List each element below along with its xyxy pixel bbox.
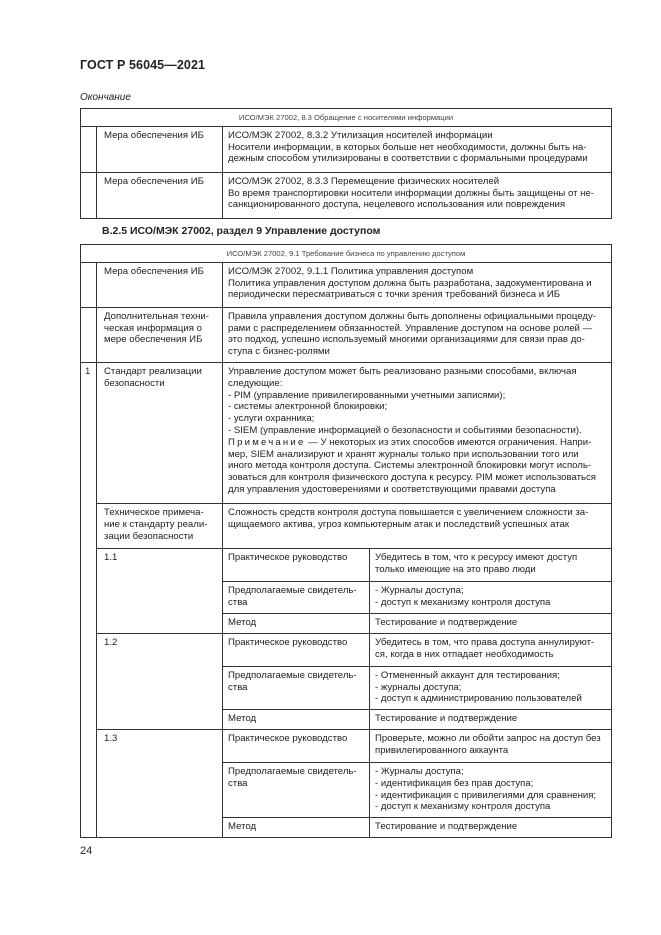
method-label: Метод <box>223 710 370 730</box>
table-media-handling <box>80 108 612 219</box>
guidance-text: Убедитесь в том, что к ресурсу имеют доступ только имеющие на это право люди <box>370 548 612 581</box>
subitem-id: 1.1 <box>97 548 223 633</box>
evidence-text: - Отмененный аккаунт для тестирования; - журналы доступа; - доступ к администрированию пользователей <box>370 666 612 709</box>
table-row <box>81 126 612 172</box>
row-label: Мера обеспечения ИБ <box>97 172 223 218</box>
table-row <box>81 729 612 762</box>
document-header: ГОСТ Р 56045—2021 <box>80 58 206 72</box>
page-number: 24 <box>80 845 93 857</box>
guidance-text: Проверьте, можно ли обойти запрос на доступ без привилегированного аккаунта <box>370 729 612 762</box>
standard-label: Стандарт реализации безопасности <box>97 362 223 503</box>
evidence-text: - Журналы доступа; - доступ к механизму контроля доступа <box>370 581 612 613</box>
row-text: ИСО/МЭК 27002, 8.3.2 Утилизация носителей информации Носители информации, в которых больше нет необходимости, должны быть на- дежным способом утилизированы в соответствии с формальными процедурами <box>223 126 612 172</box>
evidence-label: Предполагаемые свидетель- ства <box>223 581 370 613</box>
continuation-label: Окончание <box>80 92 131 103</box>
measure-label: Мера обеспечения ИБ <box>97 262 223 307</box>
method-text: Тестирование и подтверждение <box>370 818 612 838</box>
guidance-label: Практическое руководство <box>223 548 370 581</box>
technical-note-label: Техническое примеча- ние к стандарту реали- зации безопасности <box>97 503 223 548</box>
table-row <box>81 262 612 307</box>
table-row <box>81 307 612 362</box>
guidance-label: Практическое руководство <box>223 633 370 666</box>
table-row <box>81 633 612 666</box>
method-text: Тестирование и подтверждение <box>370 710 612 730</box>
guidance-text: Убедитесь в том, что права доступа аннулируют- ся, когда в них отпадает необходимость <box>370 633 612 666</box>
additional-info-label: Дополнительная техни- ческая информация о мере обеспечения ИБ <box>97 307 223 362</box>
table-row <box>81 548 612 581</box>
note-prefix: Примечание <box>228 436 306 448</box>
additional-info-text: Правила управления доступом должны быть дополнены официальными процеду- рами с распределением обязанностей. Управление доступом на основе ролей — это подход, успешно используемый многими организациями для связи прав до- ступа с бизнес-ролями <box>223 307 612 362</box>
standard-number: 1 <box>81 362 97 837</box>
evidence-label: Предполагаемые свидетель- ства <box>223 666 370 709</box>
row-label: Мера обеспечения ИБ <box>97 126 223 172</box>
table-row <box>81 362 612 503</box>
table-caption: ИСО/МЭК 27002, 9.1 Требование бизнеса по управлению доступом <box>81 245 612 263</box>
row-text: ИСО/МЭК 27002, 8.3.3 Перемещение физических носителей Во время транспортировки носители информации должны быть защищены от не- санкционированного доступа, нецелевого использования или повреждения <box>223 172 612 218</box>
standard-text: Управление доступом может быть реализовано разными способами, включая следующие: - PIM (управление привилегированными учетными записями); - системы электронной блокировки; - услуги охранника; - SIEM (управление информацией о безопасности и событиями безопасности). Примечание — У некоторых из этих способов имеются ограничения. Напри- мер, SIEM анализируют и хранят журналы только при использовании того или иного метода контроля доступа. Системы электронной блокировки могут исполь- зоваться для контроля физического доступа к ресурсу. PIM может использоваться для управления удостоверениями и соответствующими правами доступа <box>223 362 612 503</box>
evidence-label: Предполагаемые свидетель- ства <box>223 762 370 817</box>
method-text: Тестирование и подтверждение <box>370 613 612 633</box>
table-row <box>81 503 612 548</box>
subitem-id: 1.2 <box>97 633 223 729</box>
subitem-id: 1.3 <box>97 729 223 837</box>
table-caption: ИСО/МЭК 27002, 8.3 Обращение с носителями информации <box>81 109 612 127</box>
guidance-label: Практическое руководство <box>223 729 370 762</box>
method-label: Метод <box>223 818 370 838</box>
table-access-control <box>80 244 612 838</box>
table-row <box>81 172 612 218</box>
technical-note-text: Сложность средств контроля доступа повышается с увеличением сложности за- щищаемого актива, угроз компьютерным атак и последствий успешных атак <box>223 503 612 548</box>
section-title: B.2.5 ИСО/МЭК 27002, раздел 9 Управление доступом <box>102 225 381 237</box>
method-label: Метод <box>223 613 370 633</box>
measure-text: ИСО/МЭК 27002, 9.1.1 Политика управления доступом Политика управления доступом должна быть разработана, задокументирована и периодически пересматриваться с точки зрения требований бизнеса и ИБ <box>223 262 612 307</box>
evidence-text: - Журналы доступа; - идентификация без прав доступа; - идентификация с привилегиями для сравнения; - доступ к механизму контроля доступа <box>370 762 612 817</box>
